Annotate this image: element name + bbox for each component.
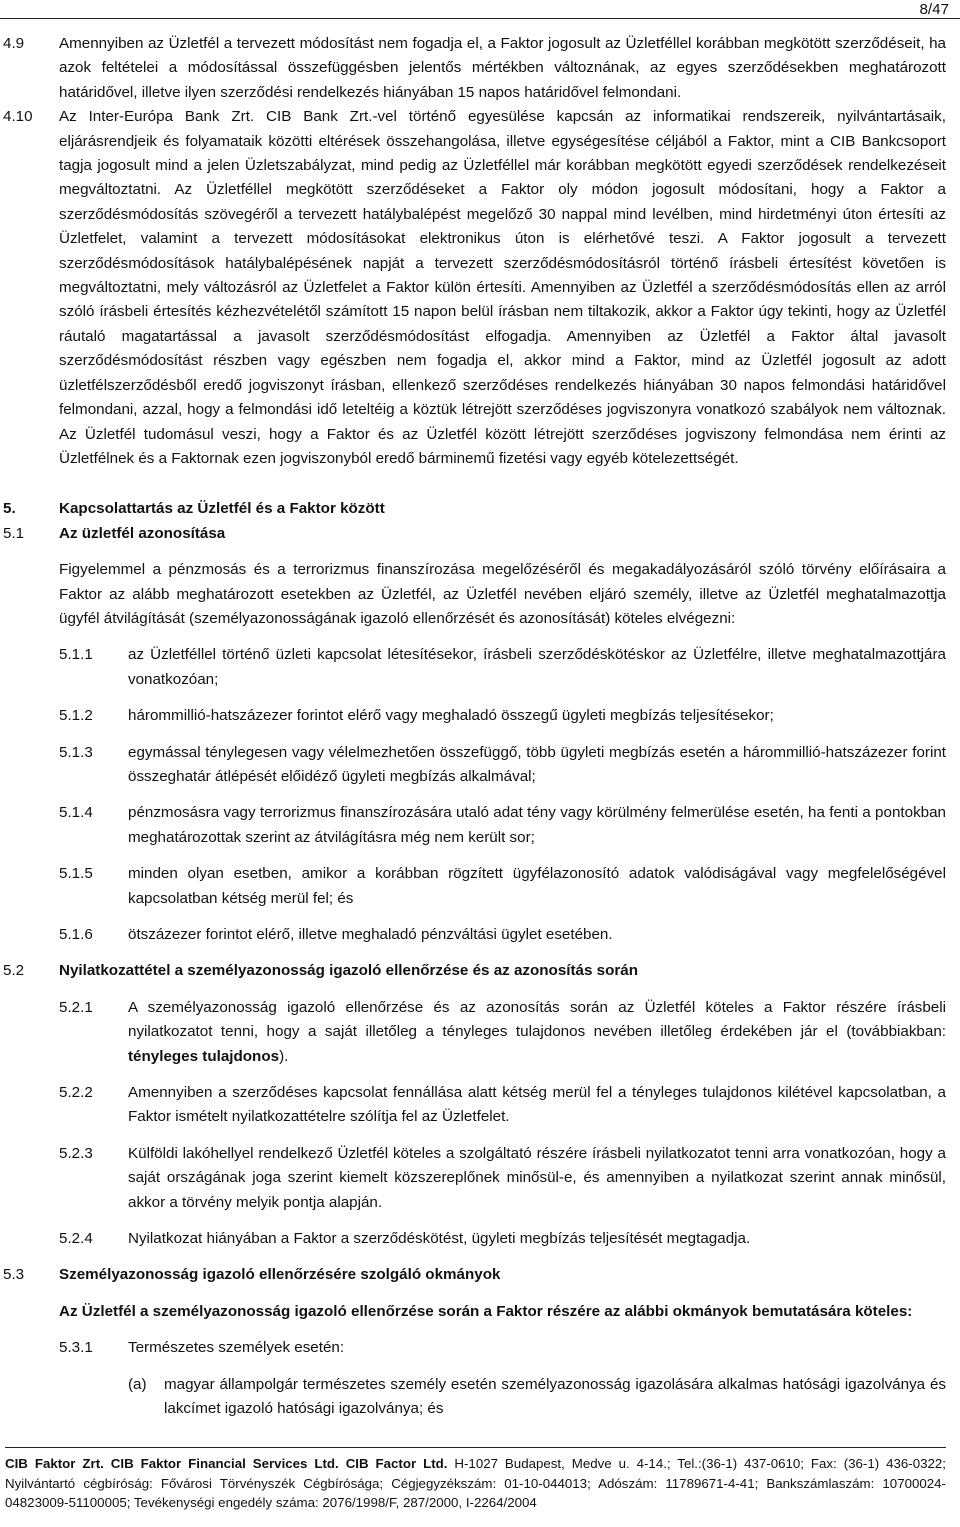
list-item-5-2-2 [59,1081,946,1130]
list-item-5-1-5 [59,862,946,911]
page-content [0,32,960,1422]
item-text: pénzmosásra vagy terrorizmus finanszírozására utaló adat tény vagy körülmény felmerülése esetén, ha fenti a pontokban meghatározottak szerint az átvilágításra még nem került sor; [128,804,946,846]
item-text: Külföldi lakóhellyel rendelkező Üzletfél köteles a szolgáltató részére írásbeli nyilatkozatot tenni arra vonatkozóan, hogy a saját országának joga szerint kiemelt közszereplőnek minősül-e, és amennyiben a nyilatkozat szerint annak minősül, akkor a törvény melyik pontja alapján. [128,1144,946,1211]
item-number: 5.1.4 [59,804,93,822]
section-4-10 [0,105,960,471]
item-text: hárommillió-hatszázezer forintot elérő vagy meghaladó összegű ügyleti megbízás teljesítésekor; [128,707,774,725]
section-5-heading [0,497,960,521]
section-number: 5.2 [3,962,25,980]
list-item-5-1-6 [59,923,946,947]
footer-company-name: CIB Faktor Zrt. [5,1456,104,1471]
item-text: Nyilatkozat hiányában a Faktor a szerződéskötést, ügyleti megbízás teljesítését megtagadja. [128,1230,751,1248]
item-text: minden olyan esetben, amikor a korábban rögzített ügyfélazonosító adatok valódiságával vagy megfelelőségével kapcsolatban kétség merül fel; és [128,865,946,907]
item-text: egymással ténylegesen vagy vélelmezhetően összefüggő, több ügyleti megbízás esetén a hárommillió-hatszázezer forint összeghatár átlépését előidéző ügyleti megbízás alkalmával; [128,743,946,785]
section-number: 4.10 [3,108,33,126]
item-number: 5.1.3 [59,743,93,761]
page-footer [5,1447,946,1513]
footer-details: H-1027 Budapest, Medve u. 4-14.; Tel.:(36-1) 437-0610; Fax: (36-1) 436-0322; Nyilvántartó cégbíróság: Fővárosi Törvényszék Cégbírósága; Cégjegyzékszám: 01-10-044013; Adószám: 11789671-4-41; Bankszámlaszám: 10700024-04823009-51100005; Tevékenységi engedély száma: 2076/1998/F, 287/2000, I-2264/2004 [5,1456,946,1510]
section-title: Személyazonosság igazoló ellenőrzésére szolgáló okmányok [59,1266,501,1284]
item-number: 5.3.1 [59,1339,93,1357]
item-text: Amennyiben a szerződéses kapcsolat fennállása alatt kétség merül fel a tényleges tulajdonos kilétével kapcsolatban, a Faktor ismételt nyilatkozattételre szólítja fel az Üzletfelet. [128,1084,946,1126]
footer-company-name-en: CIB Faktor Financial Services Ltd. [110,1456,339,1471]
item-number: 5.1.5 [59,865,93,883]
section-number: 5.3 [3,1266,25,1284]
section-number: 5.1 [3,524,25,542]
item-number: 5.2.2 [59,1084,93,1102]
section-number: 4.9 [3,35,25,52]
section-5-1-heading [0,522,960,546]
section-number: 5. [3,500,16,518]
item-number: 5.1.6 [59,926,93,943]
item-text: Természetes személyek esetén: [128,1339,345,1357]
item-number: 5.2.3 [59,1144,93,1162]
item-number: 5.2.1 [59,998,93,1016]
list-item-5-1-4 [59,801,946,850]
item-text: magyar állampolgár természetes személy esetén személyazonosság igazolására alkalmas hatósági igazolványa és lakcímet igazoló hatósági igazolványa; és [164,1375,946,1418]
list-item-5-1-1 [59,643,946,692]
section-5-1-intro: Figyelemmel a pénzmosás és a terrorizmus finanszírozása megelőzéséről és megakadályozásáról szóló törvény előírásaira a Faktor az alább meghatározott esetekben az Üzletfél, az Üzletfél nevében eljáró személy, illetve az Üzletfél meghatalmazottja ügyfél átvilágítását (személyazonosságának igazoló ellenőrzését és azonosítását) köteles elvégezni: [59,561,946,627]
item-text: az Üzletféllel történő üzleti kapcsolat létesítésekor, írásbeli szerződéskötéskor az Üzletfélre, illetve meghatalmazottjára vonatkozóan; [128,646,946,688]
list-item-5-3-1-a [128,1373,946,1422]
page-number: 8/47 [919,1,949,18]
section-title: Nyilatkozattétel a személyazonosság igazoló ellenőrzése és az azonosítás során [59,962,639,980]
section-5-2-heading [0,959,960,983]
list-item-5-2-3 [59,1142,946,1215]
item-letter: (a) [128,1375,147,1393]
section-4-9 [0,32,960,105]
section-title: Kapcsolattartás az Üzletfél és a Faktor között [59,500,385,518]
item-number: 5.1.1 [59,646,93,664]
item-text [128,996,946,1069]
item-text-before: A személyazonosság igazoló ellenőrzése és az azonosítás során az Üzletfél köteles a Faktor részére írásbeli nyilatkozatot tenni, hogy a saját illetőleg a tényleges tulajdonos nevében illetőleg érdekében jár el (továbbiakban: [128,998,946,1041]
section-text: Amennyiben az Üzletfél a tervezett módosítást nem fogadja el, a Faktor jogosult az Üzletféllel korábban megkötött szerződéseit, ha azok feltételei a módosítással összefüggésben jelentős mértékben változnának, az egyes szerződésekben meghatározott határidővel, illetve ilyen szerződési rendelkezés hiányában 15 napos határidővel felmondani. [59,35,946,101]
list-item-5-1-3 [59,741,946,790]
defined-term: tényleges tulajdonos [128,1047,280,1065]
header-rule [0,18,960,19]
item-number: 5.2.4 [59,1230,93,1248]
list-item-5-2-1 [59,996,946,1069]
list-item-5-1-2 [59,704,946,728]
section-text: Az Inter-Európa Bank Zrt. CIB Bank Zrt.-vel történő egyesülése kapcsán az informatikai rendszereik, nyilvántartásaik, eljárásrendjeik és folyamataik közötti eltérések összehangolása, illetve egységesítése céljából a Faktor, mint a CIB Bankcsoport tagja jogosult mind a jelen Üzletszabályzat, mind pedig az Üzletféllel már korábban megkötött egyedi szerződések rendelkezéseit megváltoztatni. Az Üzletféllel megkötött szerződéseket a Faktor oly módon jogosult módosítani, hogy a Faktor a szerződésmódosítás szövegéről a tervezett hatálybalépést megelőző 30 nappal mind levélben, mind hirdetményi úton értesíti az Üzletfelet, valamint a tervezett módosításokat elektronikus úton is elérhetővé teszi. A Faktor jogosult a tervezett szerződésmódosítások hatálybalépésének napját a tervezett szerződésmódosításról történő írásbeli értesítést követően is megváltoztatni, mely változásról az Üzletfelet a Faktor külön értesíti. Amennyiben az Üzletfél a szerződésmódosítás ellen az arról szóló írásbeli értesítés kézhezvételétől számított 15 napon belül írásban nem tiltakozik, akkor a Faktor úgy tekinti, hogy az Üzletfél ráutaló magatartással a javasolt szerződésmódosítást elfogadja. Amennyiben az Üzletfél a Faktor által javasolt szerződésmódosítást részben vagy egészben nem fogadja el, akkor mind a Faktor, mind az Üzletfél jogosult az adott üzletfélszerződésből eredő jogviszonyt írásban, ellenkező szerződéses rendelkezés hiányában 30 napos felmondási határidővel felmondani, azzal, hogy a felmondási idő leteltéig a köztük létrejött szerződéses jogviszonyra vonatkozó szabályok nem változnak. Az Üzletfél tudomásul veszi, hogy a Faktor és az Üzletfél között létrejött szerződéses jogviszony felmondása nem érinti az Üzletfélnek és a Faktornak ezen jogviszonyból eredő bárminemű fizetési vagy egyéb kötelezettségét. [59,108,946,467]
section-5-3-heading [0,1263,960,1287]
item-text-after: ). [279,1047,289,1065]
list-item-5-2-4 [59,1227,946,1251]
section-title: Az üzletfél azonosítása [59,524,226,542]
section-5-3-intro: Az Üzletfél a személyazonosság igazoló ellenőrzése során a Faktor részére az alábbi okmányok bemutatására köteles: [59,1302,913,1320]
list-item-5-3-1 [59,1336,946,1360]
item-number: 5.1.2 [59,707,93,725]
item-text: ötszázezer forintot elérő, illetve meghaladó pénzváltási ügylet esetében. [128,926,613,943]
footer-company-name-en-short: CIB Factor Ltd. [345,1456,448,1471]
